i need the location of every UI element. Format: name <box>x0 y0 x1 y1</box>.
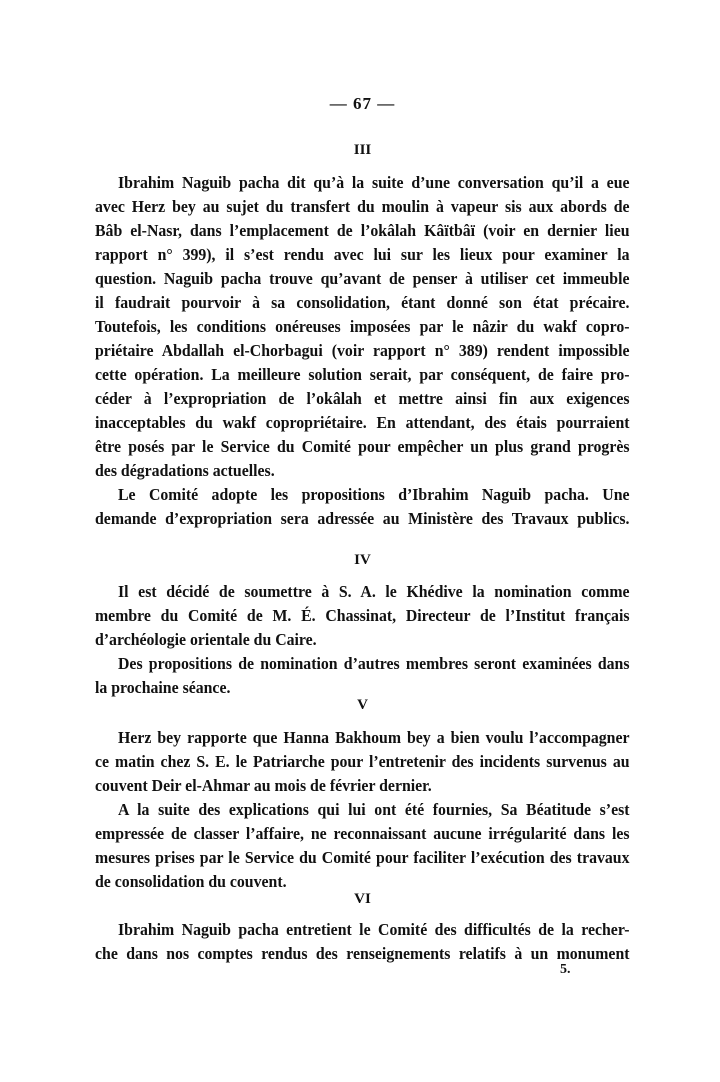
text-line: cette opération. La meilleure solution serait, par conséquent, de faire pro- <box>95 365 630 384</box>
text-line: être posés par le Service du Comité pour empêcher un plus grand progrès <box>95 437 630 456</box>
text-line: céder à l’expropriation de l’okâlah et mettre ainsi fin aux exigences <box>95 389 630 408</box>
text-line: Ibrahim Naguib pacha entretient le Comité des difficultés de la recher- <box>118 920 630 939</box>
text-line: Bâb el-Nasr, dans l’emplacement de l’okâlah Kâïtbâï (voir en dernier lieu <box>95 221 630 240</box>
signature-mark: 5. <box>560 962 571 977</box>
section-heading-vi: VI <box>354 891 371 907</box>
text-line: A la suite des explications qui lui ont été fournies, Sa Béatitude s’est <box>118 800 630 819</box>
text-line: Le Comité adopte les propositions d’Ibrahim Naguib pacha. Une <box>118 485 630 504</box>
text-line: Des propositions de nomination d’autres membres seront examinées dans <box>118 654 630 673</box>
text-line: avec Herz bey au sujet du transfert du moulin à vapeur sis aux abords de <box>95 197 630 216</box>
text-line: il faudrait pourvoir à sa consolidation, étant donné son état précaire. <box>95 293 630 312</box>
text-line: priétaire Abdallah el-Chorbagui (voir rapport n° 389) rendent impossible <box>95 341 630 360</box>
text-line: Il est décidé de soumettre à S. A. le Khédive la nomination comme <box>118 582 630 601</box>
section-heading-v: V <box>357 697 368 713</box>
text-line: couvent Deir el-Ahmar au mois de février dernier. <box>95 776 432 795</box>
text-line: inacceptables du wakf copropriétaire. En attendant, des étais pourraient <box>95 413 630 432</box>
text-line: question. Naguib pacha trouve qu’avant de penser à utiliser cet immeuble <box>95 269 630 288</box>
text-line: d’archéologie orientale du Caire. <box>95 630 317 649</box>
text-line: Ibrahim Naguib pacha dit qu’à la suite d’une conversation qu’il a eue <box>118 173 630 192</box>
text-line: Herz bey rapporte que Hanna Bakhoum bey a bien voulu l’accompagner <box>118 728 630 747</box>
text-line: de consolidation du couvent. <box>95 872 287 891</box>
text-line: ce matin chez S. E. le Patriarche pour l’entretenir des incidents survenus au <box>95 752 630 771</box>
text-line: empressée de classer l’affaire, ne reconnaissant aucune irrégularité dans les <box>95 824 630 843</box>
text-line: des dégradations actuelles. <box>95 461 275 480</box>
text-line: membre du Comité de M. É. Chassinat, Directeur de l’Institut français <box>95 606 630 625</box>
text-line: Toutefois, les conditions onéreuses imposées par le nâzir du wakf copro- <box>95 317 630 336</box>
section-heading-iii: III <box>353 142 372 158</box>
page-number: — 67 — <box>329 94 396 113</box>
text-line: che dans nos comptes rendus des renseignements relatifs à un monument <box>95 944 630 963</box>
text-line: mesures prises par le Service du Comité pour faciliter l’exécution des travaux <box>95 848 630 867</box>
text-line: rapport n° 399), il s’est rendu avec lui sur les lieux pour examiner la <box>95 245 630 264</box>
section-heading-iv: IV <box>354 552 371 568</box>
text-line: demande d’expropriation sera adressée au Ministère des Travaux publics. <box>95 509 630 528</box>
text-line: la prochaine séance. <box>95 678 231 697</box>
